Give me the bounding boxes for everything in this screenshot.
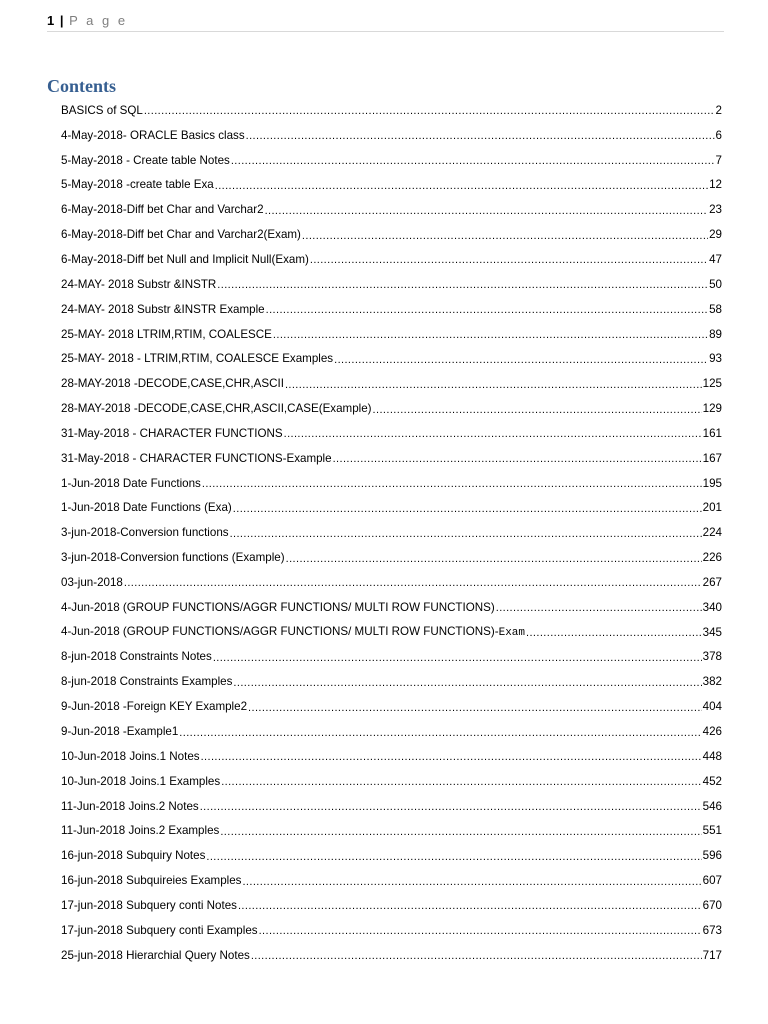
toc-entry[interactable] (61, 545, 722, 570)
toc-dot-leader (179, 726, 701, 740)
toc-entry-page: 6 (715, 128, 722, 142)
toc-entry[interactable] (61, 943, 722, 968)
toc-entry-page: 47 (709, 252, 722, 266)
toc-entry-page: 129 (702, 402, 722, 416)
toc-entry-page: 2 (715, 103, 722, 117)
toc-entry[interactable] (61, 794, 722, 819)
toc-dot-leader (201, 750, 702, 764)
toc-entry-label: 16-jun-2018 Subquireies Examples (61, 874, 242, 888)
toc-dot-leader (310, 253, 708, 267)
toc-entry-page: 58 (709, 302, 722, 316)
toc-entry-page: 345 (702, 625, 722, 639)
toc-dot-leader (265, 204, 709, 218)
toc-entry[interactable] (61, 173, 722, 198)
toc-entry[interactable] (61, 396, 722, 421)
toc-dot-leader (246, 129, 715, 143)
toc-entry-page: 670 (702, 898, 722, 912)
toc-dot-leader (200, 800, 702, 814)
toc-entry-page: 161 (702, 426, 722, 440)
toc-dot-leader (230, 527, 702, 541)
toc-entry-page: 607 (702, 874, 722, 888)
toc-entry[interactable] (61, 123, 722, 148)
toc-entry[interactable] (61, 868, 722, 893)
toc-entry[interactable] (61, 496, 722, 521)
toc-dot-leader (215, 179, 708, 193)
toc-entry-page: 226 (702, 551, 722, 565)
toc-entry-page: 201 (702, 501, 722, 515)
toc-entry-page: 29 (709, 228, 722, 242)
toc-entry-label: 31-May-2018 - CHARACTER FUNCTIONS (61, 426, 283, 440)
toc-dot-leader (496, 601, 702, 615)
toc-entry-label: 4-May-2018- ORACLE Basics class (61, 128, 245, 142)
toc-entry[interactable] (61, 843, 722, 868)
toc-entry-label: 11-Jun-2018 Joins.2 Examples (61, 824, 220, 838)
toc-entry[interactable] (61, 421, 722, 446)
toc-entry-page: 267 (702, 575, 722, 589)
toc-dot-leader (220, 825, 701, 839)
toc-dot-leader (273, 328, 708, 342)
toc-entry-page: 452 (702, 774, 722, 788)
toc-entry-page: 717 (702, 948, 722, 962)
toc-entry-page: 167 (702, 451, 722, 465)
toc-entry-label: 28-MAY-2018 -DECODE,CASE,CHR,ASCII (61, 377, 284, 391)
toc-dot-leader (238, 899, 702, 913)
page-label: P a g e (69, 13, 128, 28)
toc-entry-label: 28-MAY-2018 -DECODE,CASE,CHR,ASCII,CASE(Example) (61, 402, 372, 416)
toc-entry-page: 448 (702, 749, 722, 763)
toc-dot-leader (251, 949, 702, 963)
toc-dot-leader (373, 403, 702, 417)
toc-entry-label: 9-Jun-2018 -Example1 (61, 725, 179, 739)
toc-entry-label: 17-jun-2018 Subquery conti Notes (61, 898, 237, 912)
toc-entry-label: 17-jun-2018 Subquery conti Examples (61, 923, 258, 937)
toc-entry-label: 31-May-2018 - CHARACTER FUNCTIONS-Example (61, 451, 332, 465)
toc-entry-page: 93 (709, 352, 722, 366)
toc-entry-label: 6-May-2018-Diff bet Char and Varchar2(Exam) (61, 228, 301, 242)
toc-entry[interactable] (61, 371, 722, 396)
toc-dot-leader (221, 775, 701, 789)
toc-entry-label: 3-jun-2018-Conversion functions (61, 526, 229, 540)
toc-entry[interactable] (61, 471, 722, 496)
toc-entry[interactable] (61, 520, 722, 545)
page-number: 1 (47, 13, 55, 28)
toc-entry-label: 16-jun-2018 Subquiry Notes (61, 849, 206, 863)
toc-entry-page: 426 (702, 725, 722, 739)
toc-entry-page: 673 (702, 923, 722, 937)
toc-entry-page: 404 (702, 700, 722, 714)
toc-entry-label: 24-MAY- 2018 Substr &INSTR (61, 277, 217, 291)
toc-dot-leader (206, 850, 701, 864)
toc-entry-label: 8-jun-2018 Constraints Notes (61, 650, 212, 664)
toc-dot-leader (231, 154, 715, 168)
toc-dot-leader (124, 576, 702, 590)
toc-dot-leader (526, 626, 702, 640)
toc-entry[interactable] (61, 98, 722, 123)
toc-entry-label: 5-May-2018 -create table Exa (61, 178, 214, 192)
toc-dot-leader (213, 651, 702, 665)
toc-dot-leader (217, 278, 708, 292)
toc-dot-leader (334, 353, 708, 367)
toc-entry-page: 224 (702, 526, 722, 540)
toc-entry-label: 9-Jun-2018 -Foreign KEY Example2 (61, 700, 248, 714)
toc-entry[interactable] (61, 620, 722, 645)
page-separator: | (59, 13, 64, 28)
toc-entry[interactable] (61, 918, 722, 943)
toc-entry-label: 10-Jun-2018 Joins.1 Notes (61, 749, 200, 763)
toc-entry-label: 25-MAY- 2018 LTRIM,RTIM, COALESCE (61, 327, 272, 341)
toc-dot-leader (286, 552, 702, 566)
toc-dot-leader (285, 378, 702, 392)
toc-dot-leader (242, 875, 701, 889)
toc-entry[interactable] (61, 297, 722, 322)
toc-entry-page: 195 (702, 476, 722, 490)
page-header (47, 13, 128, 29)
toc-dot-leader (202, 477, 702, 491)
toc-dot-leader (233, 502, 702, 516)
toc-entry-label: 1-Jun-2018 Date Functions (Exa) (61, 501, 232, 515)
toc-entry-label: 4-Jun-2018 (GROUP FUNCTIONS/AGGR FUNCTIONS/ MULTI ROW FUNCTIONS)-Exam (61, 625, 525, 640)
toc-entry-label: 25-MAY- 2018 - LTRIM,RTIM, COALESCE Examples (61, 352, 334, 366)
toc-entry-label: 10-Jun-2018 Joins.1 Examples (61, 774, 221, 788)
toc-entry-label-suffix: Exam (498, 627, 525, 640)
toc-dot-leader (233, 676, 701, 690)
toc-entry-label: BASICS of SQL (61, 103, 143, 117)
toc-entry-label: 6-May-2018-Diff bet Null and Implicit Null(Exam) (61, 252, 309, 266)
toc-dot-leader (302, 229, 708, 243)
toc-entry-label: 8-jun-2018 Constraints Examples (61, 675, 233, 689)
toc-entry[interactable] (61, 148, 722, 173)
toc-entry[interactable] (61, 272, 722, 297)
toc-entry[interactable] (61, 744, 722, 769)
table-of-contents (61, 98, 722, 968)
toc-entry-page: 551 (702, 824, 722, 838)
toc-entry-label: 6-May-2018-Diff bet Char and Varchar2 (61, 203, 264, 217)
toc-entry-page: 125 (702, 377, 722, 391)
toc-entry-label: 1-Jun-2018 Date Functions (61, 476, 201, 490)
contents-title: Contents (47, 76, 117, 96)
toc-dot-leader (284, 427, 702, 441)
toc-entry[interactable] (61, 247, 722, 272)
toc-entry-page: 12 (709, 178, 722, 192)
toc-dot-leader (248, 701, 702, 715)
toc-entry[interactable] (61, 818, 722, 843)
header-divider (47, 31, 724, 32)
toc-entry-page: 7 (715, 153, 722, 167)
toc-entry[interactable] (61, 719, 722, 744)
toc-entry[interactable] (61, 197, 722, 222)
toc-entry-label: 24-MAY- 2018 Substr &INSTR Example (61, 302, 265, 316)
toc-dot-leader (333, 452, 702, 466)
toc-entry-page: 89 (709, 327, 722, 341)
toc-entry-label: 3-jun-2018-Conversion functions (Example) (61, 551, 285, 565)
toc-dot-leader (266, 303, 708, 317)
toc-entry-page: 50 (709, 277, 722, 291)
toc-entry-label: 25-jun-2018 Hierarchial Query Notes (61, 948, 250, 962)
toc-dot-leader (144, 104, 715, 118)
toc-dot-leader (259, 924, 702, 938)
toc-entry-page: 378 (702, 650, 722, 664)
toc-entry-page: 546 (702, 799, 722, 813)
toc-entry-label: 03-jun-2018 (61, 575, 123, 589)
toc-entry[interactable] (61, 893, 722, 918)
toc-entry[interactable] (61, 222, 722, 247)
toc-entry-label: 5-May-2018 - Create table Notes (61, 153, 230, 167)
toc-entry-page: 596 (702, 849, 722, 863)
toc-entry-label: 11-Jun-2018 Joins.2 Notes (61, 799, 199, 813)
toc-entry[interactable] (61, 769, 722, 794)
toc-entry-page: 340 (702, 600, 722, 614)
toc-entry-page: 23 (709, 203, 722, 217)
toc-entry[interactable] (61, 570, 722, 595)
toc-entry[interactable] (61, 346, 722, 371)
toc-entry[interactable] (61, 694, 722, 719)
toc-entry-label: 4-Jun-2018 (GROUP FUNCTIONS/AGGR FUNCTIONS/ MULTI ROW FUNCTIONS) (61, 600, 495, 614)
toc-entry[interactable] (61, 322, 722, 347)
toc-entry[interactable] (61, 645, 722, 670)
toc-entry[interactable] (61, 669, 722, 694)
toc-entry[interactable] (61, 595, 722, 620)
toc-entry[interactable] (61, 446, 722, 471)
toc-entry-page: 382 (702, 675, 722, 689)
